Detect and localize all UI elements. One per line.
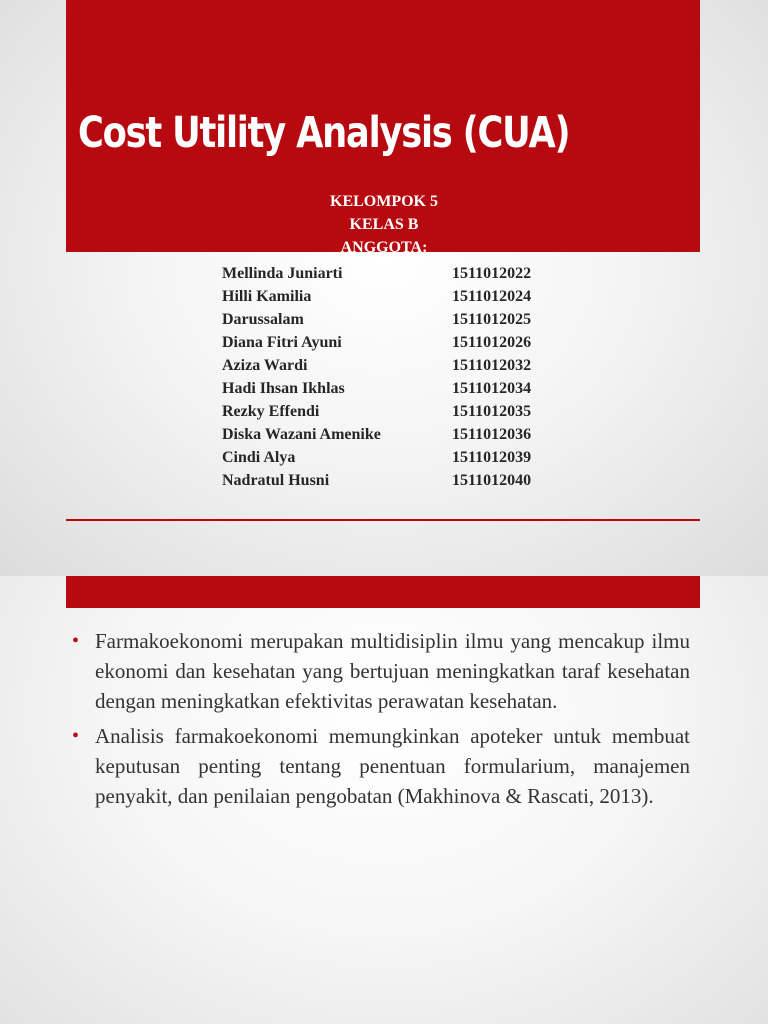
member-row xyxy=(222,262,582,285)
member-name: Diana Fitri Ayuni xyxy=(222,333,342,351)
member-name: Aziza Wardi xyxy=(222,356,308,374)
member-id: 1511012039 xyxy=(452,448,532,466)
divider-line xyxy=(66,519,700,521)
member-name: Hadi Ihsan Ikhlas xyxy=(222,379,345,397)
members-label-text: ANGGOTA: xyxy=(340,239,428,252)
bullet-icon: • xyxy=(72,630,80,652)
content-slide xyxy=(0,576,768,1024)
member-name: Cindi Alya xyxy=(222,448,296,466)
member-name: Hilli Kamilia xyxy=(222,287,312,305)
bullet-item xyxy=(72,626,690,716)
member-name: Darussalam xyxy=(222,310,304,328)
class-label: KELAS B xyxy=(349,216,419,233)
member-id: 1511012040 xyxy=(452,471,532,489)
bullet-list xyxy=(72,626,690,816)
member-row xyxy=(222,308,582,331)
member-id: 1511012036 xyxy=(452,425,532,443)
member-name: Rezky Effendi xyxy=(222,402,320,420)
member-row xyxy=(222,285,582,308)
member-id: 1511012024 xyxy=(452,287,532,305)
member-name: Mellinda Juniarti xyxy=(222,264,343,282)
bullet-icon: • xyxy=(72,725,80,747)
member-id: 1511012025 xyxy=(452,310,532,328)
member-row xyxy=(222,377,582,400)
member-row xyxy=(222,423,582,446)
member-id: 1511012026 xyxy=(452,333,532,351)
member-id: 1511012035 xyxy=(452,402,532,420)
member-row xyxy=(222,331,582,354)
member-id: 1511012034 xyxy=(452,379,532,397)
member-name: Nadratul Husni xyxy=(222,471,330,489)
member-row xyxy=(222,446,582,469)
member-row xyxy=(222,400,582,423)
member-row xyxy=(222,354,582,377)
members-label xyxy=(0,238,768,252)
group-label: KELOMPOK 5 xyxy=(330,193,438,210)
member-list xyxy=(222,262,582,492)
bullet-item xyxy=(72,721,690,811)
member-row xyxy=(222,469,582,492)
header-band xyxy=(66,576,700,608)
member-name: Diska Wazani Amenike xyxy=(222,425,381,443)
slide-title: Cost Utility Analysis (CUA) xyxy=(78,108,570,158)
member-id: 1511012032 xyxy=(452,356,532,374)
bullet-text: Farmakoekonomi merupakan multidisiplin ilmu yang mencakup ilmu ekonomi dan kesehatan yang bertujuan meningkatkan taraf kesehatan dengan meningkatkan efektivitas perawatan kesehatan. xyxy=(95,629,690,713)
member-id: 1511012022 xyxy=(452,264,532,282)
bullet-text: Analisis farmakoekonomi memungkinkan apoteker untuk membuat keputusan penting tentang penentuan formularium, manajemen penyakit, dan penilaian pengobatan (Makhinova & Rascati, 2013). xyxy=(95,724,690,808)
